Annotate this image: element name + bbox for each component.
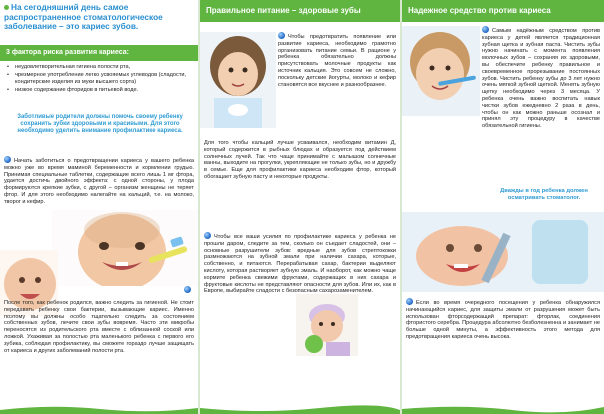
bullet-icon [482, 26, 489, 33]
bullet-icon [204, 232, 211, 239]
paragraph-hygiene: После того, как ребенок родился, важно следить за гигиеной. Не стоит передавать ребенку свои бактерии, вызывающие кариес. Именно поэтому вы должны особо тщательно следить за состоянием собственных зубов, лечите свои зубы вовремя. Часто эти микробы переносятся из родительского рта вместе с облизанной соской или ложкой. Ухаживая за полостью рта маленького ребенка с первого его зубика, соблюдая профилактику, вы сможете гораздо лучше защищать от кариеса и других заболеваний полости рта. [4, 300, 194, 354]
risk-item: • неудовлетворительная гигиена полости рта, [6, 64, 194, 71]
photo-dental-checkup [402, 212, 604, 292]
paragraph-pregnancy: Начать заботиться о предотвращении кариеса у вашего ребенка можно уже во время маминой беременности и кормлении грудью. Принимая специальные таблетки, содержащие всего лишь 1 мг фтора, удается достичь двойного эффекта: с одной стороны, у плода формируются крепкие зубки, с другой – организм женщины не теряет фтор. И для этого необходимо налегайте на кальций, т.е. на молоко, творог и кефир. [4, 158, 194, 205]
nutrition-header: Правильное питание – здоровые зубы [200, 0, 400, 22]
footer-wave [0, 404, 198, 414]
bullet-icon [278, 32, 285, 39]
column-nutrition [200, 0, 400, 414]
photo-girl-eating [200, 32, 276, 128]
photo-baby-toothbrush [52, 210, 198, 286]
risk-item: • чрезмерное употребление легко усвояемых углеводов (сладости, кондитерские изделия из муки высшего сорта) [6, 72, 194, 86]
photo-baby-apple [296, 294, 358, 356]
bullet-icon [4, 156, 11, 163]
column-prevention [402, 0, 604, 414]
risk-list [6, 64, 194, 95]
prevention-header: Надежное средство против кариеса [402, 0, 604, 22]
footer-wave [200, 404, 400, 414]
intro-title: На сегодняшний день самое распространенное стоматологическое заболевание – это кариес зубов. [4, 2, 163, 32]
risk-item: • низкое содержание фторидов в питьевой воде. [6, 87, 194, 94]
photo-child-toothbrush [402, 26, 480, 116]
risk-header: 3 фактора риска развития кариеса: [0, 45, 198, 61]
footer-wave [402, 404, 604, 414]
paragraph-vitamin-d: Для того чтобы кальций лучше усваивался, необходим витамин Д, который содержится в рыбных блюдах и образуется под действием солнечных лучей. Так что чаще принимайте с малышом солнечные ванны, выходите на прогулки, укрепляющие не только зубы, но и дружбу в семье. Еще для профилактики кариеса необходим фтор, который обогащает зубную пасту и некоторые продукты. [204, 140, 396, 180]
callout-dentist: Дважды в год ребенка должен осматривать стоматолог. [500, 188, 588, 201]
bullet-icon [184, 286, 191, 293]
callout-parents: Заботливые родители должны помочь своему ребенку сохранить зубки здоровыми и красивыми. Для этого необходимо уделить внимание профилактике кариеса. [17, 114, 183, 134]
bullet-icon [406, 298, 413, 305]
bullet-icon [4, 5, 9, 10]
paragraph-sweets: Чтобы все ваши усилия по профилактике кариеса у ребенка не прошли даром, следите за тем, сколько он съедает сладостей, они – основные разрушители зубов: вредные для зубов стрептококки размножаются на зубной эмали при наличии сахара, которые, собственно, и питаются. Перерабатывая сахар, бактерии выделяют кислоту, которая растворяет зубную эмаль. И наоборот, как можно чаще кормите ребенка свежими фруктами, содержащих в них сахара и фруктовые кислоты не представляют опасности для зубов. Или их, как в Европе, выбирайте сладости с безопасным сахарозаменителем. [204, 234, 396, 295]
paragraph-diet: Чтобы предотвратить появление или развитие кариеса, необходимо грамотно организовать питание семьи. В рационе у ребенка обязательно должны присутствовать молочные продукты как источник кальция. Это совсем не сложно, поскольку детские йогурты, молоко и кефир становятся все вкуснее и разнообразнее. [278, 34, 396, 88]
paragraph-fluoride: Если во время очередного посещения у ребенка обнаружился начинающийся кариес, для защиты эмали от разрушения может быть использован фторсодержащий препарат: фторлак, соединения фтористого серебра. Процедура абсолютно безболезненна и занимает не больше одной минуты, а эффективность этого метода для предотвращения кариеса очень высока. [406, 300, 600, 340]
column-risk-factors [0, 0, 198, 414]
paragraph-toothbrush: Самым надёжным средством против кариеса у детей является традиционная зубная щетка и зубная паста. Чистить зубы нужно начинать с момента появления молочных зубов – сохраняя их здоровыми, вы обеспечите ребенку правильное и своевременное прорезывание постоянных зубов. Чистить ребенку зубы до 3 лет нужно очень мягкой зубной щеткой. Менять зубную щетку необходимо через 3 месяца. У ребенка очень важно воспитать навык чистки зубов ежедневно 2 раза в день, чтобы он как можно раньше осознал и принял эту процедуру в качестве обязательной гигиены. [482, 28, 600, 130]
